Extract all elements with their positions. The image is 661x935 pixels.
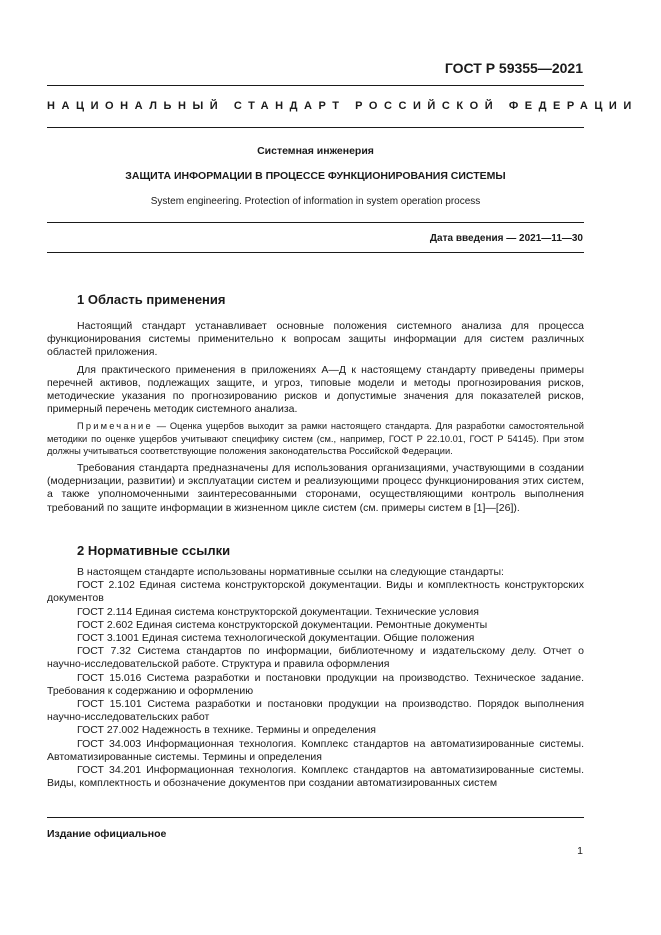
note-text: — Оценка ущербов выходит за рамки настоящего стандарта. Для разработки самостоятельной методики по оценке ущербов учитывают специфику систем (см., например, ГОСТ Р 22.10.01, ГОСТ Р 54145). При этом должны учитываться соответствующие положения законодательства Российской Федерации.	[47, 421, 584, 457]
section-1-paragraph-2: Для практического применения в приложениях А—Д к настоящему стандарту приведены примеры перечней активов, подлежащих защите, и угроз, типовые модели и методы прогнозирования рисков, методические указания по прогнозированию рисков и допустимые значения для показателей рисков, примерный перечень методик системного анализа.	[47, 363, 584, 416]
reference-item: ГОСТ 3.1001 Единая система технологической документации. Общие положения	[77, 632, 475, 645]
references-intro: В настоящем стандарте использованы нормативные ссылки на следующие стандарты:	[77, 566, 504, 578]
reference-item: ГОСТ 2.114 Единая система конструкторской документации. Технические условия	[77, 605, 479, 618]
page-number: 1	[577, 845, 583, 857]
reference-item: ГОСТ 2.602 Единая система конструкторской документации. Ремонтные документы	[77, 618, 488, 631]
title-rule	[47, 127, 584, 128]
national-standard-heading: НАЦИОНАЛЬНЫЙ СТАНДАРТ РОССИЙСКОЙ ФЕДЕРАЦИИ	[47, 100, 638, 112]
section-1-body	[47, 320, 584, 519]
english-title: System engineering. Protection of information in system operation process	[150, 196, 481, 207]
section-1-paragraph-1: Настоящий стандарт устанавливает основные положения системного анализа для процесса функционирования системы применительно к вопросам защиты информации для систем различных областей приложения.	[47, 320, 584, 359]
official-edition-label: Издание официальное	[47, 828, 167, 840]
section-2-heading: 2 Нормативные ссылки	[77, 543, 231, 558]
section-rule	[47, 252, 584, 253]
subject-title: Системная инженерия	[257, 145, 374, 157]
footer-rule	[47, 817, 584, 818]
introduction-date: Дата введения — 2021—11—30	[429, 233, 583, 244]
normative-references	[47, 566, 584, 790]
note-label: Примечание	[77, 421, 153, 432]
section-1-paragraph-3: Требования стандарта предназначены для использования организациями, участвующими в создании (модернизации, развитии) и эксплуатации систем и реализующими процесс функционирования этих систем, а также уполномоченными заинтересованными сторонами, осуществляющими контроль выполнения требований по защите информации в жизненном цикле систем (см. примеры систем в [1]—[26]).	[47, 461, 584, 514]
reference-item: ГОСТ 15.101 Система разработки и постановки продукции на производство. Порядок выполнения научно-исследовательских работ	[47, 698, 584, 724]
reference-item: ГОСТ 34.003 Информационная технология. Комплекс стандартов на автоматизированные системы. Автоматизированные системы. Термины и определения	[47, 737, 584, 763]
reference-item: ГОСТ 2.102 Единая система конструкторской документации. Виды и комплектность конструкторских документов	[47, 579, 584, 605]
reference-item: ГОСТ 7.32 Система стандартов по информации, библиотечному и издательскому делу. Отчет о научно-исследовательской работе. Структура и правила оформления	[47, 645, 584, 671]
section-1-heading: 1 Область применения	[77, 292, 226, 307]
reference-item: ГОСТ 34.201 Информационная технология. Комплекс стандартов на автоматизированные системы. Виды, комплектность и обозначение документов при создании автоматизированных систем	[47, 764, 584, 790]
reference-item: ГОСТ 15.016 Система разработки и постановки продукции на производство. Техническое задание. Требования к содержанию и оформлению	[47, 671, 584, 697]
document-id: ГОСТ Р 59355—2021	[444, 60, 583, 76]
section-1-note	[47, 420, 584, 458]
date-rule	[47, 222, 584, 223]
main-title: ЗАЩИТА ИНФОРМАЦИИ В ПРОЦЕССЕ ФУНКЦИОНИРОВАНИЯ СИСТЕМЫ	[125, 170, 506, 182]
reference-item: ГОСТ 27.002 Надежность в технике. Термины и определения	[77, 724, 376, 737]
header-rule	[47, 85, 584, 86]
